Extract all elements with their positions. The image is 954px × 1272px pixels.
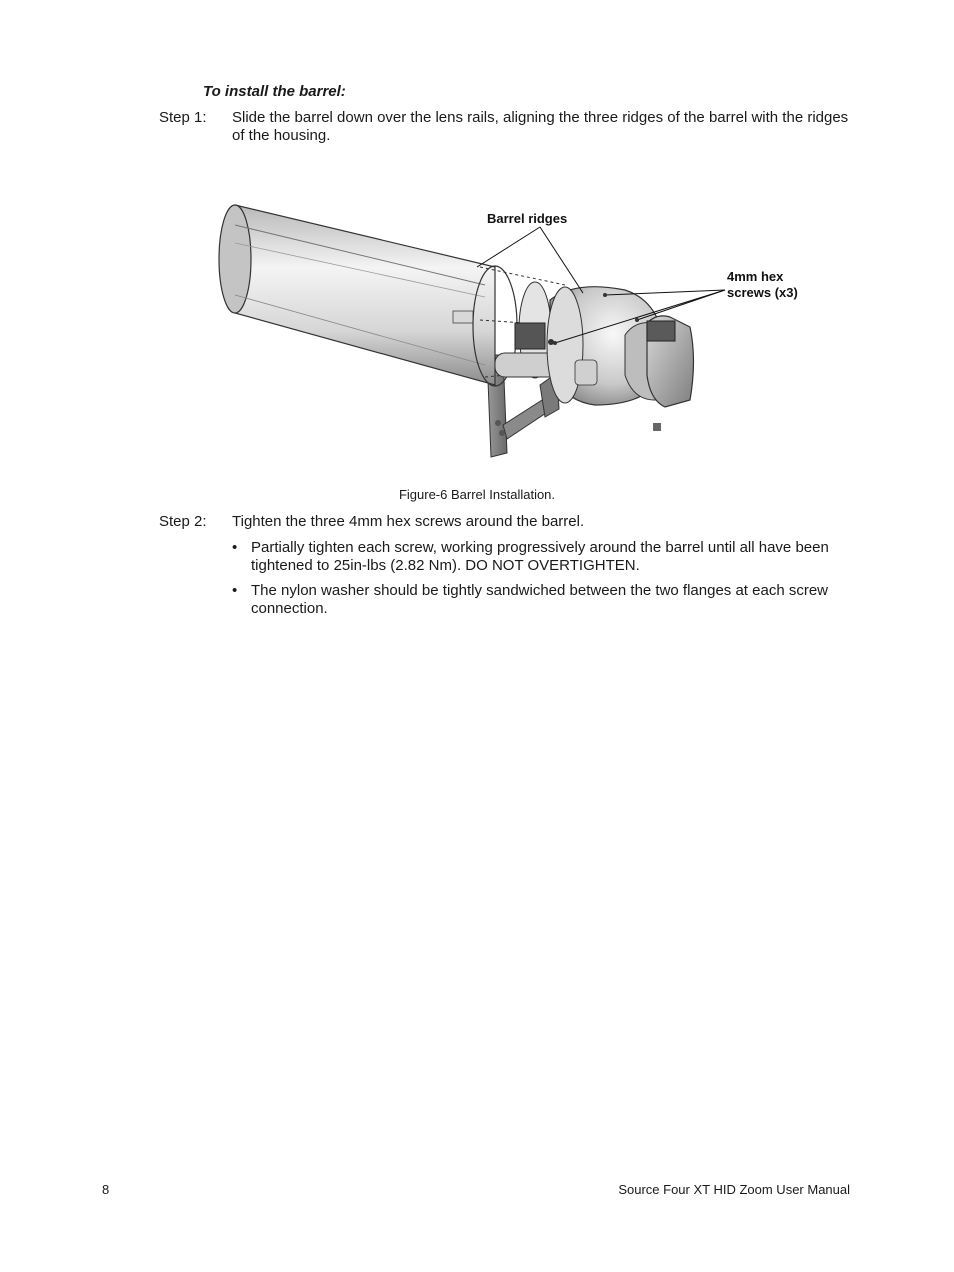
luminaire-illustration [195, 195, 815, 470]
screws-label-line1: 4mm hex [727, 269, 784, 284]
manual-title: Source Four XT HID Zoom User Manual [618, 1182, 850, 1197]
bullet-marker: • [232, 539, 238, 556]
bullet-text: Partially tighten each screw, working progressively around the barrel until all have been tightened to 25in-lbs (2.82 Nm). DO NOT OVERTIGHTEN. [251, 539, 829, 574]
barrel-installation-figure [195, 195, 815, 470]
barrel [219, 205, 517, 386]
bullet-text: The nylon washer should be tightly sandwiched between the two flanges at each screw connection. [251, 582, 829, 617]
page-number: 8 [102, 1182, 110, 1197]
bullet-item [232, 582, 842, 622]
bullet-item [232, 539, 842, 579]
barrel-ridges-label: Barrel ridges [487, 211, 568, 226]
step-2-number: Step 2: [159, 513, 207, 530]
section-heading: To install the barrel: [203, 83, 346, 100]
hex-screw-1 [603, 293, 607, 297]
step-2 [159, 513, 859, 533]
step-1-number: Step 1: [159, 109, 207, 126]
step-1-text: Slide the barrel down over the lens rails, aligning the three ridges of the barrel with the ridges of the housing. [232, 109, 849, 144]
screws-label-line2: screws (x3) [727, 285, 798, 300]
figure-caption: Figure-6 Barrel Installation. [398, 487, 556, 502]
hex-screw-2 [635, 318, 639, 322]
bullet-marker: • [232, 582, 238, 599]
step-1 [159, 109, 859, 149]
step-2-text: Tighten the three 4mm hex screws around the barrel. [232, 513, 585, 530]
lamp-cap [625, 316, 694, 431]
hex-screw-3 [553, 341, 557, 345]
